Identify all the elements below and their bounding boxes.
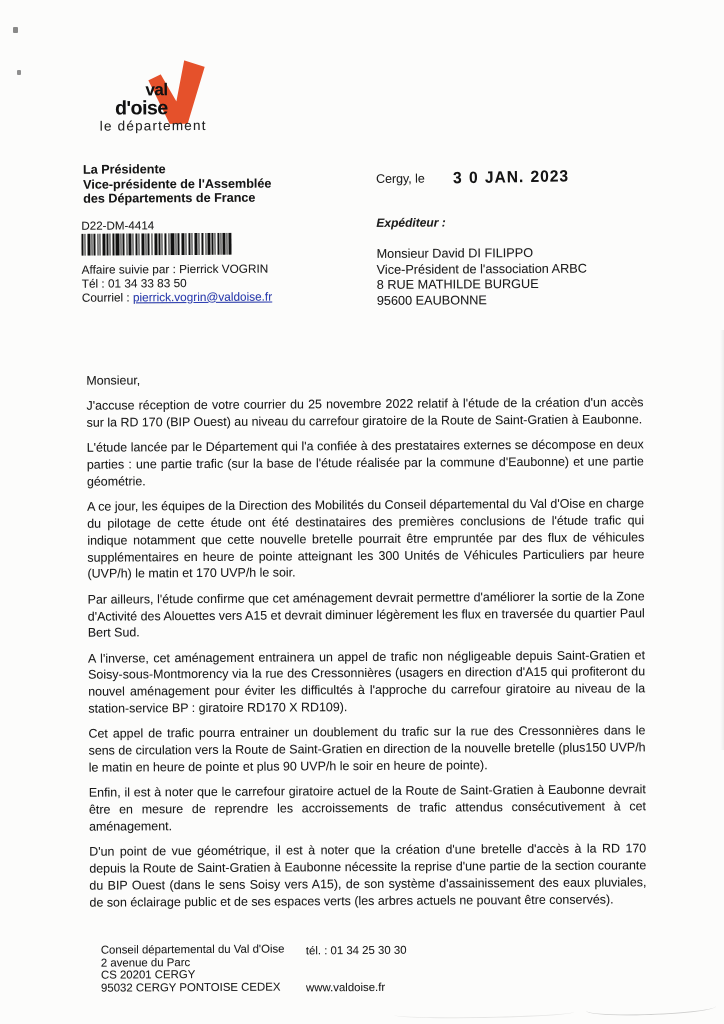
date-stamp: 3 0 JAN. 2023 [452, 167, 569, 188]
sender-title-block [83, 162, 272, 207]
recipient-line: 95600 EAUBONNE [376, 293, 487, 308]
email-link: pierrick.vogrin@valdoise.fr [132, 289, 273, 305]
handler-email-line [82, 290, 272, 304]
footer-address-line: Conseil départemental du Val d'Oise [100, 943, 285, 957]
reference-code: D22-DM-4414 [81, 219, 155, 233]
recipient-line: Monsieur David DI FILIPPO [376, 245, 534, 261]
sender-title-line: La Présidente [82, 162, 166, 177]
reference-block [81, 219, 272, 305]
email-label: Courriel : [81, 290, 133, 305]
expediteur-label: Expéditeur : [376, 215, 446, 230]
recipient-line: 8 RUE MATHILDE BURGUE [376, 277, 539, 293]
body-paragraph: Enfin, il est à noter que le carrefour giratoire actuel de la Route de Saint-Gratien à Eaubonne devrait être en mesure de reprendre les accroissements de trafic attendus consécutivement à cet aménagement. [88, 782, 646, 834]
handler-phone: Tél : 01 34 33 83 50 [81, 275, 187, 291]
body-paragraph: Cet appel de trafic pourra entrainer un doublement du trafic sur la rue des Cressonnières dans le sens de circulation vers la Route de Saint-Gratien en direction de la nouvelle bretelle (plus150 UVP/h le matin en heure de pointe et plus 90 UVP/h le soir en heure de pointe). [88, 723, 646, 775]
logo-departement-text: le département [99, 117, 207, 134]
footer-website: www.valdoise.fr [305, 981, 386, 995]
body-paragraph: L'étude lancée par le Département qui l'a confiée à des prestataires externes se décompose en deux parties : une partie trafic (sur la base de l'étude réalisée par la commune d'Eaubonne) et une partie géométrie. [86, 437, 644, 489]
logo-wordmark [96, 81, 167, 119]
body-paragraph: A ce jour, les équipes de la Direction des Mobilités du Conseil départemental du Val d'Oise en charge du pilotage de cette étude ont été destinataires des premières conclusions de l'étude trafic qui indique notamment que cette nouvelle bretelle pourrait être empruntée par des flux de véhicules supplémentaires en heure de pointe atteignant les 300 Unités de Véhicules Particuliers par heure (UVP/h) le matin et 170 UVP/h le soir. [87, 496, 645, 582]
recipient-address [377, 246, 588, 310]
case-handler: Affaire suivie par : Pierrick VOGRIN [81, 261, 269, 277]
sender-title-line: Vice-présidente de l'Assemblée [83, 176, 272, 192]
body-paragraph: D'un point de vue géométrique, il est à noter que la création d'une bretelle d'accès à la RD 170 depuis la Route de Saint-Gratien à Eaubonne nécessite la reprise d'une partie de la section courante du BIP Ouest (dans le sens Soisy vers A15), de son système d'assainissement des eaux pluviales, de son éclairage public et de ses espaces verts (les arbres actuels ne pouvant être conservés). [89, 841, 647, 910]
footer-phone: tél. : 01 34 25 30 30 [305, 944, 407, 958]
footer-address-line: 95032 CERGY PONTOISE CEDEX [100, 981, 281, 995]
footer-address-line: CS 20201 CERGY [100, 969, 196, 982]
barcode [81, 233, 231, 256]
recipient-line: Vice-Président de l'association ARBC [376, 261, 587, 277]
sender-title-line: des Départements de France [83, 190, 256, 206]
valdoise-logo [96, 57, 257, 143]
body-paragraph: A l'inverse, cet aménagement entrainera un appel de trafic non négligeable depuis Saint-Gratien et Soisy-sous-Montmorency via la rue des Cressonnières (usagers en direction d'A15 qui profiteront du nouvel aménagement pour éviter les difficultés à l'approche du carrefour giratoire au niveau de la station-service BP : giratoire RD170 X RD109). [87, 647, 646, 716]
logo-val-text: val [145, 80, 168, 100]
letter-body [86, 369, 646, 919]
body-paragraph: Par ailleurs, l'étude confirme que cet aménagement devrait permettre d'améliorer la sortie de la Zone d'Activité des Alouettes vers A15 et devrait diminuer légèrement les flux en traversée du quartier Paul Bert Sud. [87, 589, 645, 641]
date-line [376, 169, 569, 188]
logo-doise-text: d'oise [115, 97, 168, 120]
recipient-block [376, 215, 587, 310]
footer-address [101, 943, 285, 994]
body-paragraph: J'accuse réception de votre courrier du 25 novembre 2022 relatif à l'étude de la création d'un accès sur la RD 170 (BIP Ouest) au niveau du carrefour giratoire de la Route de Saint-Gratien à Eaubonne. [86, 395, 644, 430]
date-place: Cergy, le [376, 171, 425, 186]
salutation: Monsieur, [86, 373, 141, 388]
footer-address-line: 2 avenue du Parc [100, 956, 191, 970]
